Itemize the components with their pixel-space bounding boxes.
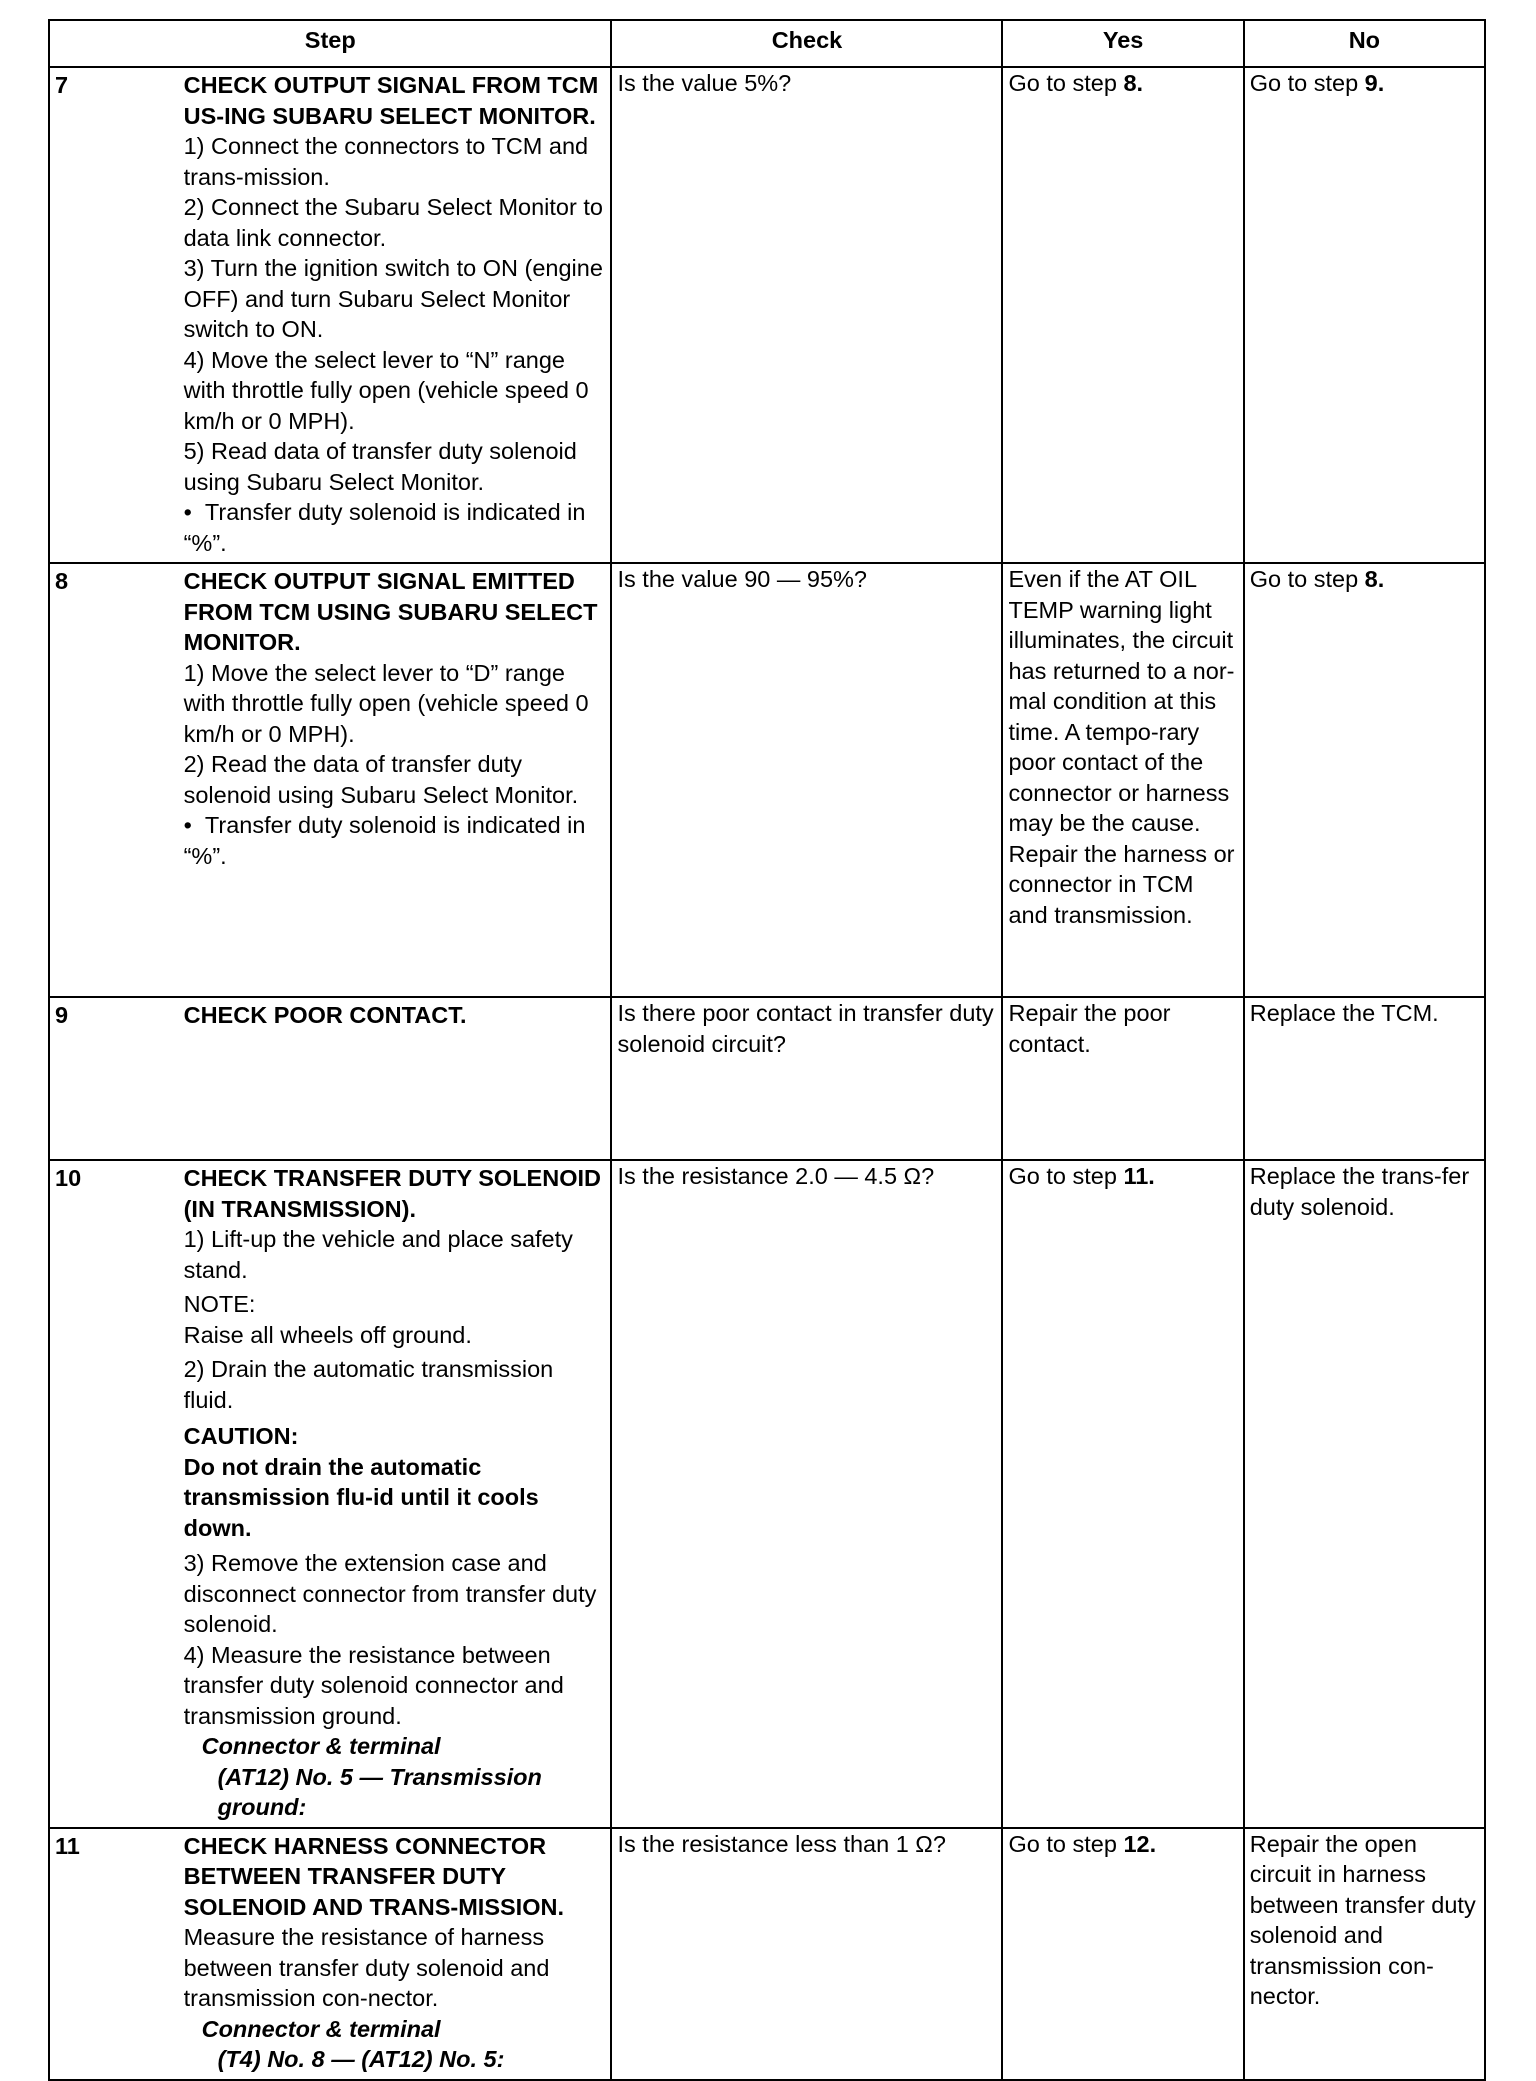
no-cell <box>1244 563 1485 997</box>
diagnostic-table <box>48 19 1486 2081</box>
step-title: CHECK OUTPUT SIGNAL EMITTED FROM TCM USING SUBARU SELECT MONITOR. <box>183 568 598 655</box>
bullet-item <box>184 497 607 558</box>
table-row-step-9 <box>49 997 1485 1160</box>
step-item: 3) Remove the extension case and disconnect connector from transfer duty solenoid. <box>183 1550 597 1637</box>
step-title: CHECK POOR CONTACT. <box>183 1002 467 1028</box>
no-cell: Repair the open circuit in harness between transfer duty solenoid and transmission con-nector. <box>1244 1828 1485 2080</box>
step-item: 5) Read data of transfer duty solenoid using Subaru Select Monitor. <box>183 438 577 495</box>
step-number: 7 <box>49 67 182 563</box>
header-yes: Yes <box>1002 20 1243 67</box>
connector-terminal-spec: (AT12) No. 5 — Transmission ground: <box>217 1763 542 1820</box>
step-item: 2) Drain the automatic transmission fluid. <box>183 1356 554 1413</box>
connector-terminal-heading: Connector & terminal <box>201 2015 441 2042</box>
yes-cell <box>1002 67 1243 563</box>
step-item: 1) Move the select lever to “D” range with throttle fully open (vehicle speed 0 km/h or 0 MPH). <box>183 659 589 747</box>
step-description <box>182 563 612 997</box>
yes-cell <box>1002 1160 1243 1828</box>
table-row-step-11 <box>49 1828 1485 2080</box>
check-cell: Is the value 5%? <box>611 67 1002 563</box>
step-item: 1) Connect the connectors to TCM and trans-mission. <box>183 133 589 190</box>
step-description <box>182 1160 612 1828</box>
step-ref: 8. <box>1123 70 1144 96</box>
step-number: 8 <box>49 563 182 997</box>
yes-prefix: Go to step <box>1008 70 1124 96</box>
no-cell <box>1244 67 1485 563</box>
header-row <box>49 20 1485 67</box>
step-title: CHECK HARNESS CONNECTOR BETWEEN TRANSFER DUTY SOLENOID AND TRANS-MISSION. <box>183 1832 564 1920</box>
step-description <box>182 997 612 1160</box>
step-item: 4) Measure the resistance between transfer duty solenoid connector and transmission ground. <box>183 1641 564 1729</box>
yes-cell: Repair the poor contact. <box>1002 997 1243 1160</box>
step-ref: 11. <box>1123 1163 1155 1189</box>
table-row-step-8 <box>49 563 1485 997</box>
caution-text: Do not drain the automatic transmission flu-id until it cools down. <box>183 1453 539 1541</box>
step-ref: 9. <box>1364 70 1385 96</box>
bullet-text: Transfer duty solenoid is indicated in “%”. <box>183 499 586 556</box>
step-number: 10 <box>49 1160 182 1828</box>
header-no: No <box>1244 20 1485 67</box>
step-description <box>182 1828 612 2080</box>
no-prefix: Go to step <box>1249 566 1365 592</box>
step-item: 3) Turn the ignition switch to ON (engine OFF) and turn Subaru Select Monitor switch to ON. <box>183 255 603 342</box>
step-item: 2) Connect the Subaru Select Monitor to data link connector. <box>183 194 603 251</box>
step-ref: 8. <box>1364 566 1385 592</box>
bullet-text: Transfer duty solenoid is indicated in “%”. <box>183 812 586 869</box>
step-item: 1) Lift-up the vehicle and place safety stand. <box>183 1226 573 1283</box>
check-cell: Is there poor contact in transfer duty solenoid circuit? <box>611 997 1002 1160</box>
yes-cell: Even if the AT OIL TEMP warning light illuminates, the circuit has returned to a nor-mal condition at this time. A tempo-rary poor contact of the connector or harness may be the cause. Repair the harness or connector in TCM and transmission. <box>1002 563 1243 997</box>
note-label: NOTE: <box>183 1291 256 1317</box>
connector-terminal-spec: (T4) No. 8 — (AT12) No. 5: <box>217 2046 505 2072</box>
connector-terminal-heading: Connector & terminal <box>201 1733 441 1759</box>
table-row-step-10 <box>49 1160 1485 1828</box>
step-description <box>182 67 612 563</box>
header-step: Step <box>49 20 611 67</box>
header-check: Check <box>611 20 1002 67</box>
caution-label: CAUTION: <box>183 1423 299 1449</box>
step-ref: 12. <box>1123 1830 1157 1857</box>
note-text: Raise all wheels off ground. <box>183 1321 472 1348</box>
bullet-item <box>184 810 607 871</box>
step-item: Measure the resistance of harness between transfer duty solenoid and transmission con-nector. <box>183 1924 550 2011</box>
step-item: 2) Read the data of transfer duty solenoid using Subaru Select Monitor. <box>183 751 579 808</box>
check-cell: Is the resistance less than 1 Ω? <box>611 1828 1002 2080</box>
check-cell: Is the value 90 — 95%? <box>611 563 1002 997</box>
no-cell: Replace the TCM. <box>1244 997 1485 1160</box>
step-item: 4) Move the select lever to “N” range with throttle fully open (vehicle speed 0 km/h or 0 MPH). <box>183 346 589 434</box>
yes-cell <box>1002 1828 1243 2080</box>
no-prefix: Go to step <box>1249 70 1365 96</box>
no-cell: Replace the trans-fer duty solenoid. <box>1244 1160 1485 1828</box>
step-title: CHECK OUTPUT SIGNAL FROM TCM US-ING SUBARU SELECT MONITOR. <box>183 72 599 129</box>
step-number: 9 <box>49 997 182 1160</box>
yes-prefix: Go to step <box>1008 1830 1124 1857</box>
table-row-step-7 <box>49 67 1485 563</box>
step-number: 11 <box>49 1828 182 2080</box>
yes-prefix: Go to step <box>1008 1163 1124 1189</box>
check-cell: Is the resistance 2.0 — 4.5 Ω? <box>611 1160 1002 1828</box>
step-title: CHECK TRANSFER DUTY SOLENOID (IN TRANSMISSION). <box>183 1165 601 1222</box>
